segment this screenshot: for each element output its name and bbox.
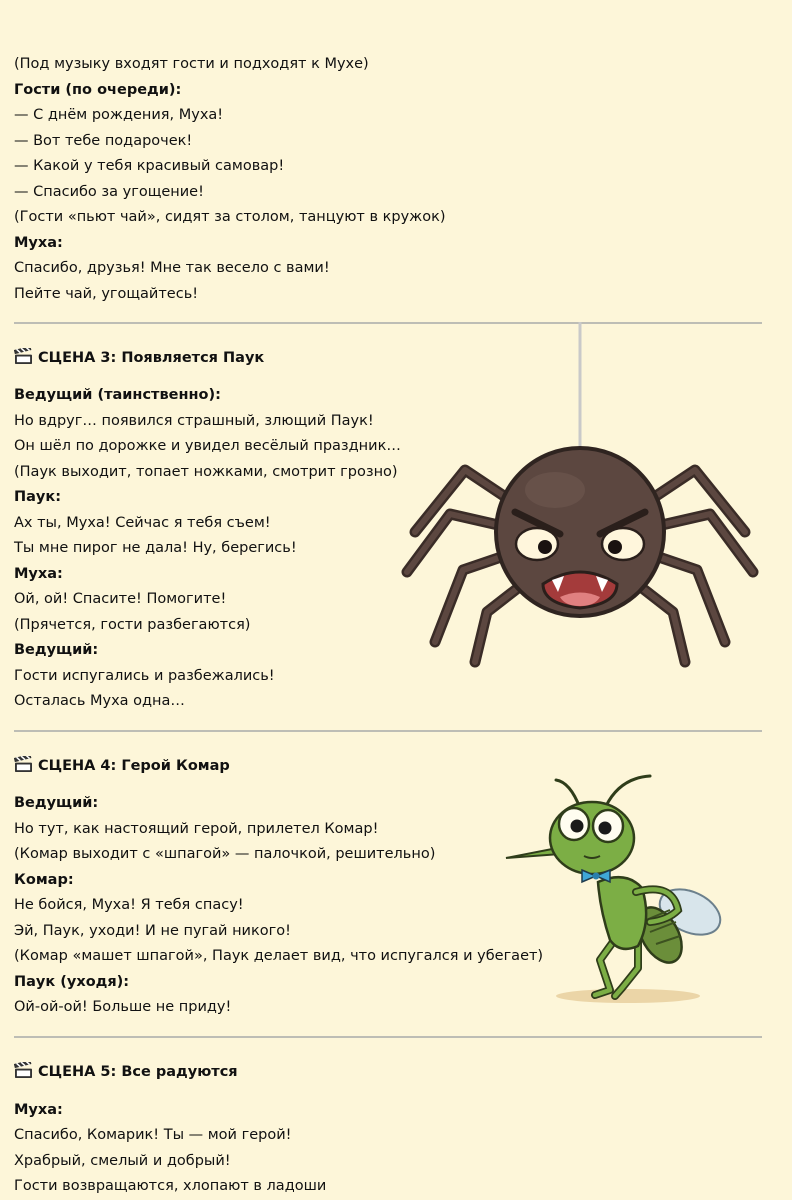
clapperboard-icon	[14, 756, 33, 773]
scene-heading	[14, 348, 264, 367]
speaker-label: Муха:	[14, 566, 63, 582]
mosquito-illustration	[500, 770, 735, 1010]
dialogue-line: Ах ты, Муха! Сейчас я тебя съем!	[14, 515, 271, 531]
speaker-label: Муха:	[14, 1102, 63, 1118]
speaker-label: Ведущий (таинственно):	[14, 387, 221, 403]
stage-direction: (Паук выходит, топает ножками, смотрит грозно)	[14, 464, 398, 480]
speaker-label: Гости (по очереди):	[14, 82, 182, 98]
stage-direction: (Прячется, гости разбегаются)	[14, 617, 251, 633]
section-divider	[14, 1036, 762, 1038]
section-divider	[14, 730, 762, 732]
spider-illustration	[395, 322, 765, 672]
scene-title: СЦЕНА 5: Все радуются	[38, 1064, 238, 1080]
clapperboard-icon	[14, 1062, 33, 1079]
dialogue-line: Ой-ой-ой! Больше не приду!	[14, 999, 232, 1015]
dialogue-line: Спасибо, друзья! Мне так весело с вами!	[14, 260, 330, 276]
dialogue-line: — С днём рождения, Муха!	[14, 107, 224, 123]
stage-direction: (Гости «пьют чай», сидят за столом, танцуют в кружок)	[14, 209, 446, 225]
speaker-label: Ведущий:	[14, 795, 99, 811]
stage-direction: (Комар выходит с «шпагой» — палочкой, решительно)	[14, 846, 436, 862]
dialogue-line: — Вот тебе подарочек!	[14, 133, 193, 149]
speaker-label: Муха:	[14, 235, 63, 251]
clapperboard-icon	[14, 348, 33, 365]
dialogue-line: Он шёл по дорожке и увидел весёлый праздник…	[14, 438, 401, 454]
scene-title: СЦЕНА 3: Появляется Паук	[38, 350, 265, 366]
scene-heading	[14, 756, 230, 775]
scene-heading	[14, 1062, 238, 1081]
dialogue-line: Осталась Муха одна…	[14, 693, 185, 709]
dialogue-line: — Спасибо за угощение!	[14, 184, 204, 200]
dialogue-line: Гости испугались и разбежались!	[14, 668, 275, 684]
stage-direction: (Комар «машет шпагой», Паук делает вид, что испугался и убегает)	[14, 948, 544, 964]
dialogue-line: — Какой у тебя красивый самовар!	[14, 158, 285, 174]
dialogue-line: Не бойся, Муха! Я тебя спасу!	[14, 897, 244, 913]
scene-title: СЦЕНА 4: Герой Комар	[38, 758, 230, 774]
dialogue-line: Эй, Паук, уходи! И не пугай никого!	[14, 923, 291, 939]
dialogue-line: Пейте чай, угощайтесь!	[14, 286, 199, 302]
stage-direction: (Под музыку входят гости и подходят к Мухе)	[14, 56, 369, 72]
speaker-label: Паук:	[14, 489, 62, 505]
speaker-label: Ведущий:	[14, 642, 99, 658]
dialogue-line: Ты мне пирог не дала! Ну, берегись!	[14, 540, 297, 556]
dialogue-line: Ой, ой! Спасите! Помогите!	[14, 591, 227, 607]
dialogue-line: Гости возвращаются, хлопают в ладоши	[14, 1178, 327, 1194]
speaker-label: Паук (уходя):	[14, 974, 130, 990]
dialogue-line: Но тут, как настоящий герой, прилетел Комар!	[14, 821, 379, 837]
dialogue-line: Но вдруг… появился страшный, злющий Паук!	[14, 413, 374, 429]
speaker-label: Комар:	[14, 872, 74, 888]
dialogue-line: Спасибо, Комарик! Ты — мой герой!	[14, 1127, 292, 1143]
dialogue-line: Храбрый, смелый и добрый!	[14, 1153, 231, 1169]
